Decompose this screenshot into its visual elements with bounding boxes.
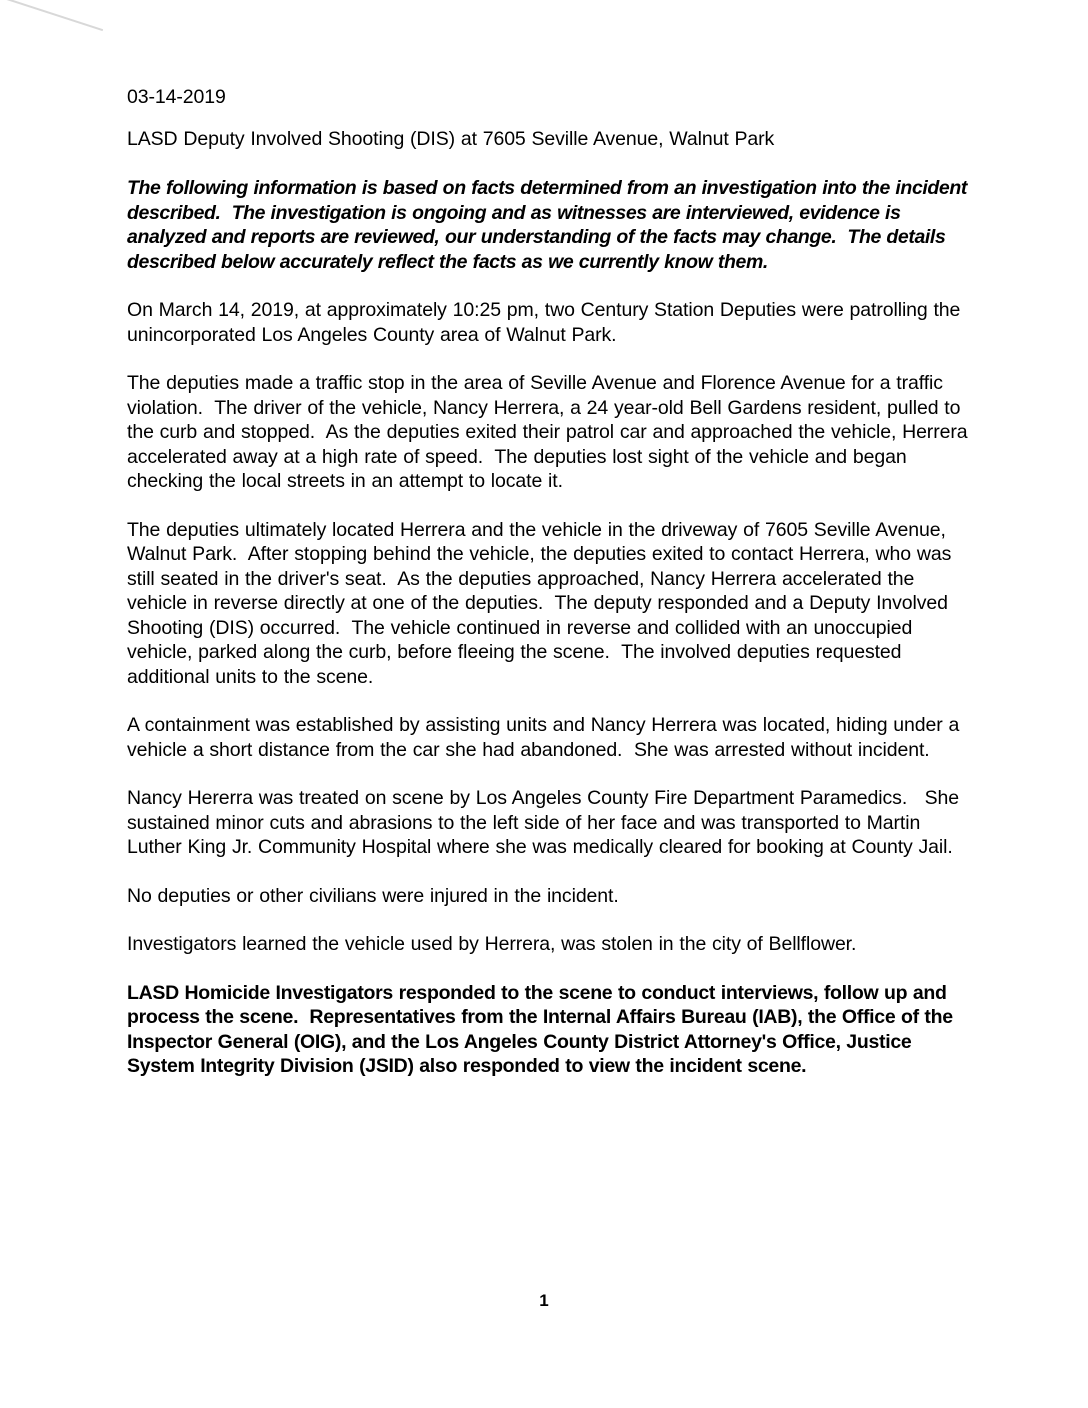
closing-paragraph-investigators: LASD Homicide Investigators responded to the scene to conduct interviews, follow up and process the scene. Representatives from the Internal Affairs Bureau (IAB), the Office of the Inspector General (OIG), and the Los Angeles County District Attorney's Office, Justice System Integrity Division (JSID) also responded to view the incident scene. — [127, 981, 959, 1077]
disclaimer-paragraph: The following information is based on facts determined from an investigation into the incident described. The investigation is ongoing and as witnesses are interviewed, evidence is analyzed and reports are reviewed, our understanding of the facts may change. The details described below accurately reflect the facts as we currently know them. — [127, 177, 973, 273]
document-date: 03-14-2019 — [127, 86, 226, 108]
body-paragraph-no-injuries: No deputies or other civilians were injured in the incident. — [127, 884, 619, 907]
scan-artifact-line — [0, 0, 103, 31]
document-page — [127, 85, 974, 1103]
page-number: 1 — [539, 1291, 549, 1310]
body-paragraph-stolen-vehicle: Investigators learned the vehicle used by Herrera, was stolen in the city of Bellflower. — [127, 933, 857, 955]
body-paragraph-medical-treatment: Nancy Hererra was treated on scene by Los Angeles County Fire Department Paramedics. She sustained minor cuts and abrasions to the left side of her face and was transported to Martin Luther King Jr. Community Hospital where she was medically cleared for booking at County Jail. — [127, 787, 965, 858]
body-paragraph-traffic-stop: The deputies made a traffic stop in the area of Seville Avenue and Florence Avenue for a traffic violation. The driver of the vehicle, Nancy Herrera, a 24 year-old Bell Gardens resident, pulled to the curb and stopped. As the deputies exited their patrol car and approached the vehicle, Herrera accelerated away at a high rate of speed. The deputies lost sight of the vehicle and began checking the local streets in an attempt to locate it. — [127, 372, 974, 492]
document-title: LASD Deputy Involved Shooting (DIS) at 7605 Seville Avenue, Walnut Park — [127, 127, 775, 150]
body-paragraph-incident-overview: On March 14, 2019, at approximately 10:25 pm, two Century Station Deputies were patrolling the unincorporated Los Angeles County area of Walnut Park. — [127, 299, 967, 346]
body-paragraph-shooting: The deputies ultimately located Herrera and the vehicle in the driveway of 7605 Seville Avenue, Walnut Park. After stopping behind the vehicle, the deputies exited to contact Herrera, who was still seated in the driver's seat. As the deputies approached, Nancy Herrera accelerated the vehicle in reverse directly at one of the deputies. The deputy responded and a Deputy Involved Shooting (DIS) occurred. The vehicle continued in reverse and collided with an unoccupied vehicle, parked along the curb, before fleeing the scene. The involved deputies requested additional units to the scene. — [127, 518, 958, 688]
body-paragraph-containment: A containment was established by assisting units and Nancy Herrera was located, hiding under a vehicle a short distance from the car she had abandoned. She was arrested without incident. — [127, 714, 966, 761]
